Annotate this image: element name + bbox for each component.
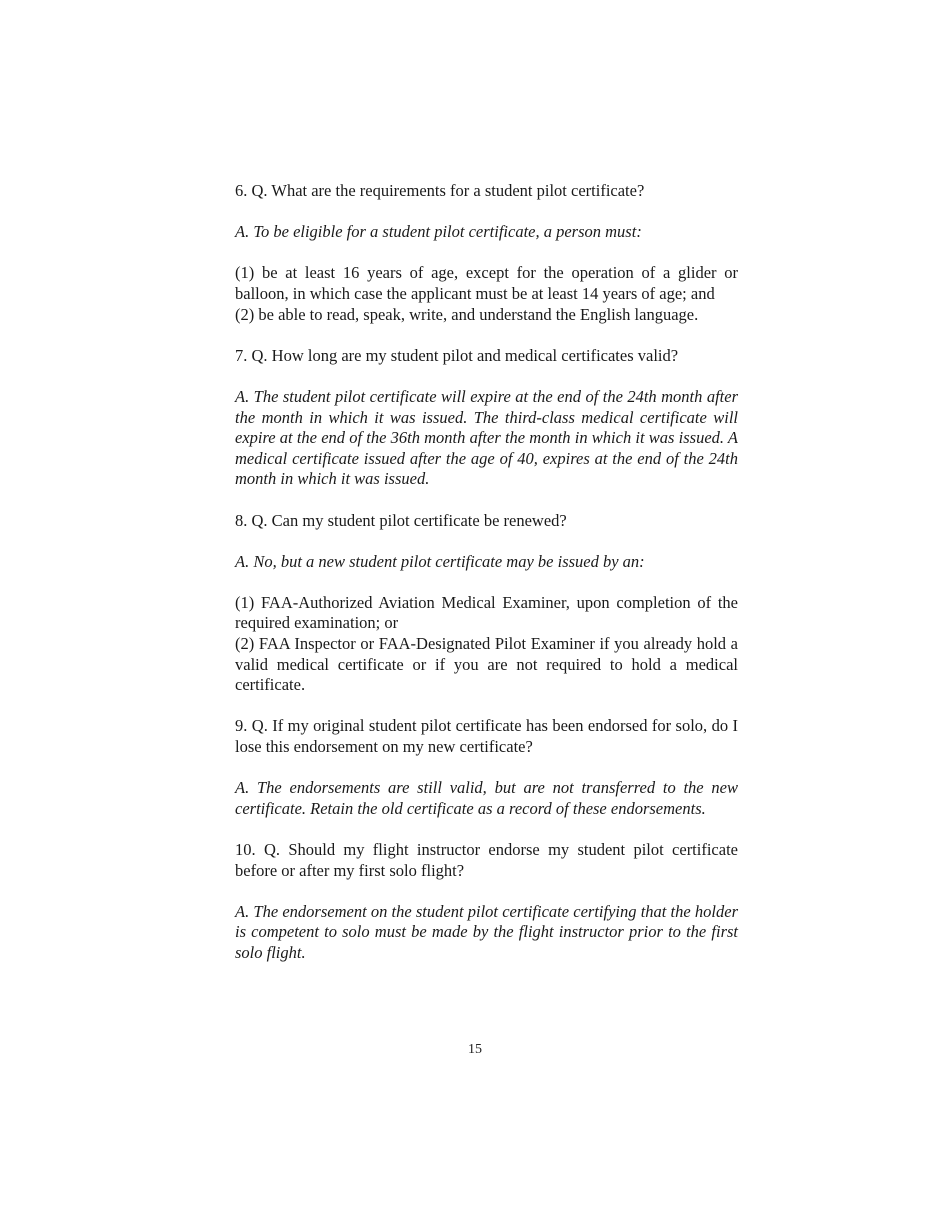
answer-7: A. The student pilot certificate will expire at the end of the 24th month after the month in which it was issued. The third-class medical certificate will expire at the end of the 36th month after the month in which it was issued. A medical certificate issued after the age of 40, expires at the end of the 24th month in which it was issued.: [235, 386, 738, 489]
question-10: 10. Q. Should my flight instructor endorse my student pilot certificate before or after my first solo flight?: [235, 840, 738, 880]
page-content: [235, 181, 738, 984]
answer-8-list: [235, 593, 738, 696]
answer-8: A. No, but a new student pilot certificate may be issued by an:: [235, 551, 645, 571]
answer-6-list: [235, 263, 738, 325]
list-item: (1) FAA-Authorized Aviation Medical Examiner, upon completion of the required examination; or: [235, 592, 738, 633]
page-number: 15: [468, 1042, 482, 1057]
list-item: (2) FAA Inspector or FAA-Designated Pilot Examiner if you already hold a valid medical certificate or if you are not required to hold a medical certificate.: [235, 634, 738, 695]
answer-6: A. To be eligible for a student pilot certificate, a person must:: [235, 222, 642, 242]
answer-9: A. The endorsements are still valid, but are not transferred to the new certificate. Retain the old certificate as a record of these endorsements.: [235, 778, 738, 818]
question-6: 6. Q. What are the requirements for a student pilot certificate?: [235, 181, 645, 200]
question-7: 7. Q. How long are my student pilot and medical certificates valid?: [235, 345, 679, 365]
list-item: (1) be at least 16 years of age, except for the operation of a glider or balloon, in which case the applicant must be at least 14 years of age; and: [235, 263, 738, 303]
question-9: 9. Q. If my original student pilot certificate has been endorsed for solo, do I lose this endorsement on my new certificate?: [235, 716, 738, 757]
answer-10: A. The endorsement on the student pilot certificate certifying that the holder is competent to solo must be made by the flight instructor prior to the first solo flight.: [235, 901, 738, 962]
list-item: (2) be able to read, speak, write, and understand the English language.: [235, 304, 699, 324]
question-8: 8. Q. Can my student pilot certificate be renewed?: [235, 510, 567, 530]
